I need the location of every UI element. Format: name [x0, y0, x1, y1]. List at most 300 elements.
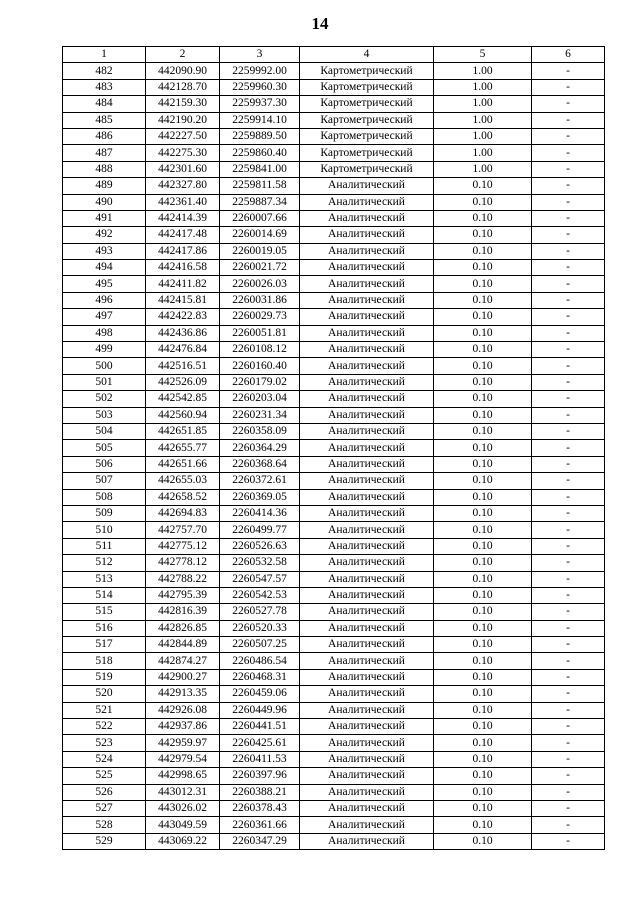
table-row	[63, 145, 605, 161]
x-coordinate-cell: 442926.08	[146, 702, 220, 718]
point-number-cell: 514	[63, 587, 146, 603]
note-cell: -	[532, 440, 605, 456]
table-row	[63, 342, 605, 358]
x-coordinate-cell: 442959.97	[146, 735, 220, 751]
point-number-cell: 482	[63, 63, 146, 79]
x-coordinate-cell: 442816.39	[146, 604, 220, 620]
note-cell: -	[532, 719, 605, 735]
note-cell: -	[532, 374, 605, 390]
x-coordinate-cell: 442788.22	[146, 571, 220, 587]
accuracy-cell: 0.10	[434, 784, 532, 800]
accuracy-cell: 0.10	[434, 686, 532, 702]
x-coordinate-cell: 442913.35	[146, 686, 220, 702]
point-number-cell: 513	[63, 571, 146, 587]
y-coordinate-cell: 2260364.29	[220, 440, 300, 456]
note-cell: -	[532, 63, 605, 79]
table-row	[63, 178, 605, 194]
point-number-cell: 511	[63, 538, 146, 554]
table-row	[63, 473, 605, 489]
accuracy-cell: 0.10	[434, 342, 532, 358]
y-coordinate-cell: 2260542.53	[220, 587, 300, 603]
method-cell: Аналитический	[300, 620, 434, 636]
table-row	[63, 391, 605, 407]
point-number-cell: 520	[63, 686, 146, 702]
y-coordinate-cell: 2260507.25	[220, 637, 300, 653]
note-cell: -	[532, 423, 605, 439]
y-coordinate-cell: 2260029.73	[220, 309, 300, 325]
table-row	[63, 653, 605, 669]
note-cell: -	[532, 800, 605, 816]
x-coordinate-cell: 442900.27	[146, 669, 220, 685]
method-cell: Аналитический	[300, 702, 434, 718]
point-number-cell: 528	[63, 817, 146, 833]
x-coordinate-cell: 442516.51	[146, 358, 220, 374]
method-cell: Аналитический	[300, 342, 434, 358]
accuracy-cell: 0.10	[434, 571, 532, 587]
table-body	[63, 63, 605, 850]
note-cell: -	[532, 751, 605, 767]
y-coordinate-cell: 2260468.31	[220, 669, 300, 685]
point-number-cell: 487	[63, 145, 146, 161]
method-cell: Аналитический	[300, 653, 434, 669]
note-cell: -	[532, 276, 605, 292]
accuracy-cell: 1.00	[434, 128, 532, 144]
y-coordinate-cell: 2260179.02	[220, 374, 300, 390]
x-coordinate-cell: 442090.90	[146, 63, 220, 79]
x-coordinate-cell: 442411.82	[146, 276, 220, 292]
column-header: 3	[220, 47, 300, 63]
y-coordinate-cell: 2260108.12	[220, 342, 300, 358]
accuracy-cell: 1.00	[434, 145, 532, 161]
accuracy-cell: 0.10	[434, 637, 532, 653]
x-coordinate-cell: 443069.22	[146, 833, 220, 849]
method-cell: Картометрический	[300, 112, 434, 128]
x-coordinate-cell: 442128.70	[146, 79, 220, 95]
method-cell: Аналитический	[300, 423, 434, 439]
method-cell: Аналитический	[300, 407, 434, 423]
column-header: 5	[434, 47, 532, 63]
accuracy-cell: 0.10	[434, 276, 532, 292]
method-cell: Аналитический	[300, 817, 434, 833]
y-coordinate-cell: 2259992.00	[220, 63, 300, 79]
note-cell: -	[532, 194, 605, 210]
x-coordinate-cell: 442414.39	[146, 210, 220, 226]
y-coordinate-cell: 2260411.53	[220, 751, 300, 767]
note-cell: -	[532, 735, 605, 751]
note-cell: -	[532, 145, 605, 161]
y-coordinate-cell: 2260203.04	[220, 391, 300, 407]
y-coordinate-cell: 2260459.06	[220, 686, 300, 702]
note-cell: -	[532, 178, 605, 194]
table-row	[63, 489, 605, 505]
x-coordinate-cell: 442417.48	[146, 227, 220, 243]
accuracy-cell: 0.10	[434, 292, 532, 308]
y-coordinate-cell: 2260372.61	[220, 473, 300, 489]
method-cell: Аналитический	[300, 587, 434, 603]
note-cell: -	[532, 391, 605, 407]
method-cell: Аналитический	[300, 751, 434, 767]
note-cell: -	[532, 210, 605, 226]
x-coordinate-cell: 442775.12	[146, 538, 220, 554]
point-number-cell: 517	[63, 637, 146, 653]
y-coordinate-cell: 2260026.03	[220, 276, 300, 292]
point-number-cell: 483	[63, 79, 146, 95]
accuracy-cell: 0.10	[434, 702, 532, 718]
point-number-cell: 495	[63, 276, 146, 292]
table-row	[63, 325, 605, 341]
table-row	[63, 702, 605, 718]
point-number-cell: 498	[63, 325, 146, 341]
y-coordinate-cell: 2260014.69	[220, 227, 300, 243]
point-number-cell: 484	[63, 96, 146, 112]
point-number-cell: 503	[63, 407, 146, 423]
y-coordinate-cell: 2260547.57	[220, 571, 300, 587]
x-coordinate-cell: 442795.39	[146, 587, 220, 603]
method-cell: Аналитический	[300, 276, 434, 292]
note-cell: -	[532, 620, 605, 636]
y-coordinate-cell: 2260532.58	[220, 555, 300, 571]
point-number-cell: 488	[63, 161, 146, 177]
note-cell: -	[532, 309, 605, 325]
y-coordinate-cell: 2259841.00	[220, 161, 300, 177]
note-cell: -	[532, 79, 605, 95]
note-cell: -	[532, 227, 605, 243]
table-row	[63, 833, 605, 849]
method-cell: Картометрический	[300, 79, 434, 95]
y-coordinate-cell: 2260486.54	[220, 653, 300, 669]
note-cell: -	[532, 505, 605, 521]
accuracy-cell: 0.10	[434, 751, 532, 767]
table-row	[63, 686, 605, 702]
point-number-cell: 515	[63, 604, 146, 620]
accuracy-cell: 0.10	[434, 669, 532, 685]
accuracy-cell: 0.10	[434, 391, 532, 407]
note-cell: -	[532, 604, 605, 620]
method-cell: Аналитический	[300, 325, 434, 341]
accuracy-cell: 0.10	[434, 243, 532, 259]
note-cell: -	[532, 571, 605, 587]
x-coordinate-cell: 442159.30	[146, 96, 220, 112]
method-cell: Аналитический	[300, 358, 434, 374]
point-number-cell: 522	[63, 719, 146, 735]
table-row	[63, 456, 605, 472]
table-row	[63, 719, 605, 735]
note-cell: -	[532, 243, 605, 259]
method-cell: Аналитический	[300, 800, 434, 816]
method-cell: Аналитический	[300, 210, 434, 226]
table-row	[63, 243, 605, 259]
table-row	[63, 571, 605, 587]
method-cell: Аналитический	[300, 735, 434, 751]
table-row	[63, 96, 605, 112]
method-cell: Аналитический	[300, 243, 434, 259]
x-coordinate-cell: 442937.86	[146, 719, 220, 735]
note-cell: -	[532, 555, 605, 571]
method-cell: Аналитический	[300, 522, 434, 538]
accuracy-cell: 0.10	[434, 210, 532, 226]
table-row	[63, 751, 605, 767]
note-cell: -	[532, 653, 605, 669]
table-row	[63, 128, 605, 144]
method-cell: Аналитический	[300, 686, 434, 702]
accuracy-cell: 0.10	[434, 260, 532, 276]
column-header: 1	[63, 47, 146, 63]
accuracy-cell: 0.10	[434, 423, 532, 439]
y-coordinate-cell: 2260019.05	[220, 243, 300, 259]
accuracy-cell: 0.10	[434, 374, 532, 390]
x-coordinate-cell: 442658.52	[146, 489, 220, 505]
note-cell: -	[532, 161, 605, 177]
method-cell: Картометрический	[300, 161, 434, 177]
column-header: 6	[532, 47, 605, 63]
point-number-cell: 519	[63, 669, 146, 685]
x-coordinate-cell: 442651.66	[146, 456, 220, 472]
method-cell: Картометрический	[300, 96, 434, 112]
column-header: 4	[300, 47, 434, 63]
y-coordinate-cell: 2259914.10	[220, 112, 300, 128]
x-coordinate-cell: 442526.09	[146, 374, 220, 390]
x-coordinate-cell: 442361.40	[146, 194, 220, 210]
table-header-row	[63, 47, 605, 63]
point-number-cell: 506	[63, 456, 146, 472]
accuracy-cell: 1.00	[434, 161, 532, 177]
accuracy-cell: 0.10	[434, 456, 532, 472]
note-cell: -	[532, 587, 605, 603]
method-cell: Аналитический	[300, 833, 434, 849]
table-row	[63, 423, 605, 439]
note-cell: -	[532, 768, 605, 784]
table-row	[63, 358, 605, 374]
x-coordinate-cell: 442476.84	[146, 342, 220, 358]
y-coordinate-cell: 2260021.72	[220, 260, 300, 276]
y-coordinate-cell: 2260160.40	[220, 358, 300, 374]
point-number-cell: 518	[63, 653, 146, 669]
table-row	[63, 784, 605, 800]
table-row	[63, 555, 605, 571]
note-cell: -	[532, 538, 605, 554]
note-cell: -	[532, 833, 605, 849]
point-number-cell: 502	[63, 391, 146, 407]
x-coordinate-cell: 442416.58	[146, 260, 220, 276]
table-row	[63, 800, 605, 816]
x-coordinate-cell: 442979.54	[146, 751, 220, 767]
point-number-cell: 500	[63, 358, 146, 374]
accuracy-cell: 0.10	[434, 768, 532, 784]
table-row	[63, 210, 605, 226]
accuracy-cell: 0.10	[434, 817, 532, 833]
method-cell: Аналитический	[300, 456, 434, 472]
y-coordinate-cell: 2260007.66	[220, 210, 300, 226]
note-cell: -	[532, 669, 605, 685]
x-coordinate-cell: 442874.27	[146, 653, 220, 669]
x-coordinate-cell: 442655.03	[146, 473, 220, 489]
accuracy-cell: 0.10	[434, 489, 532, 505]
point-number-cell: 491	[63, 210, 146, 226]
y-coordinate-cell: 2259937.30	[220, 96, 300, 112]
method-cell: Аналитический	[300, 440, 434, 456]
accuracy-cell: 0.10	[434, 227, 532, 243]
table-row	[63, 440, 605, 456]
accuracy-cell: 0.10	[434, 833, 532, 849]
point-number-cell: 490	[63, 194, 146, 210]
x-coordinate-cell: 442651.85	[146, 423, 220, 439]
method-cell: Аналитический	[300, 571, 434, 587]
point-number-cell: 516	[63, 620, 146, 636]
y-coordinate-cell: 2260441.51	[220, 719, 300, 735]
y-coordinate-cell: 2260414.36	[220, 505, 300, 521]
point-number-cell: 504	[63, 423, 146, 439]
y-coordinate-cell: 2259811.58	[220, 178, 300, 194]
table-row	[63, 538, 605, 554]
point-number-cell: 508	[63, 489, 146, 505]
method-cell: Аналитический	[300, 719, 434, 735]
table-row	[63, 505, 605, 521]
y-coordinate-cell: 2260358.09	[220, 423, 300, 439]
y-coordinate-cell: 2260031.86	[220, 292, 300, 308]
table-row	[63, 112, 605, 128]
table-row	[63, 587, 605, 603]
x-coordinate-cell: 442436.86	[146, 325, 220, 341]
method-cell: Аналитический	[300, 637, 434, 653]
y-coordinate-cell: 2260347.29	[220, 833, 300, 849]
point-number-cell: 494	[63, 260, 146, 276]
table-row	[63, 79, 605, 95]
page-number: 14	[311, 14, 329, 33]
note-cell: -	[532, 292, 605, 308]
table-row	[63, 63, 605, 79]
method-cell: Аналитический	[300, 768, 434, 784]
y-coordinate-cell: 2260361.66	[220, 817, 300, 833]
method-cell: Аналитический	[300, 604, 434, 620]
note-cell: -	[532, 489, 605, 505]
y-coordinate-cell: 2260425.61	[220, 735, 300, 751]
accuracy-cell: 1.00	[434, 96, 532, 112]
point-number-cell: 493	[63, 243, 146, 259]
table-row	[63, 817, 605, 833]
note-cell: -	[532, 260, 605, 276]
method-cell: Аналитический	[300, 538, 434, 554]
x-coordinate-cell: 442275.30	[146, 145, 220, 161]
y-coordinate-cell: 2260388.21	[220, 784, 300, 800]
accuracy-cell: 0.10	[434, 407, 532, 423]
point-number-cell: 512	[63, 555, 146, 571]
table-row	[63, 276, 605, 292]
method-cell: Аналитический	[300, 227, 434, 243]
table-row	[63, 522, 605, 538]
table-row	[63, 669, 605, 685]
y-coordinate-cell: 2260051.81	[220, 325, 300, 341]
method-cell: Аналитический	[300, 260, 434, 276]
point-number-cell: 499	[63, 342, 146, 358]
y-coordinate-cell: 2259889.50	[220, 128, 300, 144]
accuracy-cell: 0.10	[434, 587, 532, 603]
accuracy-cell: 0.10	[434, 604, 532, 620]
x-coordinate-cell: 442844.89	[146, 637, 220, 653]
table-row	[63, 374, 605, 390]
note-cell: -	[532, 817, 605, 833]
method-cell: Аналитический	[300, 555, 434, 571]
y-coordinate-cell: 2259887.34	[220, 194, 300, 210]
y-coordinate-cell: 2259960.30	[220, 79, 300, 95]
y-coordinate-cell: 2260520.33	[220, 620, 300, 636]
method-cell: Аналитический	[300, 194, 434, 210]
point-number-cell: 486	[63, 128, 146, 144]
x-coordinate-cell: 442542.85	[146, 391, 220, 407]
note-cell: -	[532, 702, 605, 718]
point-number-cell: 524	[63, 751, 146, 767]
point-number-cell: 521	[63, 702, 146, 718]
note-cell: -	[532, 358, 605, 374]
table-row	[63, 260, 605, 276]
note-cell: -	[532, 112, 605, 128]
point-number-cell: 496	[63, 292, 146, 308]
x-coordinate-cell: 442757.70	[146, 522, 220, 538]
y-coordinate-cell: 2260526.63	[220, 538, 300, 554]
point-number-cell: 523	[63, 735, 146, 751]
x-coordinate-cell: 442655.77	[146, 440, 220, 456]
y-coordinate-cell: 2260397.96	[220, 768, 300, 784]
table-row	[63, 768, 605, 784]
point-number-cell: 529	[63, 833, 146, 849]
note-cell: -	[532, 342, 605, 358]
y-coordinate-cell: 2260378.43	[220, 800, 300, 816]
accuracy-cell: 0.10	[434, 178, 532, 194]
note-cell: -	[532, 637, 605, 653]
accuracy-cell: 0.10	[434, 538, 532, 554]
table-row	[63, 407, 605, 423]
x-coordinate-cell: 442190.20	[146, 112, 220, 128]
method-cell: Аналитический	[300, 784, 434, 800]
x-coordinate-cell: 442998.65	[146, 768, 220, 784]
y-coordinate-cell: 2260231.34	[220, 407, 300, 423]
x-coordinate-cell: 443012.31	[146, 784, 220, 800]
x-coordinate-cell: 442301.60	[146, 161, 220, 177]
table-row	[63, 620, 605, 636]
x-coordinate-cell: 442422.83	[146, 309, 220, 325]
accuracy-cell: 0.10	[434, 735, 532, 751]
y-coordinate-cell: 2260449.96	[220, 702, 300, 718]
point-number-cell: 489	[63, 178, 146, 194]
note-cell: -	[532, 784, 605, 800]
coordinates-table	[62, 46, 605, 850]
method-cell: Аналитический	[300, 292, 434, 308]
accuracy-cell: 0.10	[434, 194, 532, 210]
accuracy-cell: 0.10	[434, 800, 532, 816]
accuracy-cell: 0.10	[434, 440, 532, 456]
method-cell: Аналитический	[300, 669, 434, 685]
table-row	[63, 194, 605, 210]
accuracy-cell: 0.10	[434, 719, 532, 735]
column-header: 2	[146, 47, 220, 63]
accuracy-cell: 0.10	[434, 620, 532, 636]
y-coordinate-cell: 2260369.05	[220, 489, 300, 505]
accuracy-cell: 0.10	[434, 555, 532, 571]
note-cell: -	[532, 522, 605, 538]
y-coordinate-cell: 2260499.77	[220, 522, 300, 538]
point-number-cell: 510	[63, 522, 146, 538]
point-number-cell: 501	[63, 374, 146, 390]
y-coordinate-cell: 2260527.78	[220, 604, 300, 620]
note-cell: -	[532, 128, 605, 144]
point-number-cell: 507	[63, 473, 146, 489]
note-cell: -	[532, 456, 605, 472]
point-number-cell: 527	[63, 800, 146, 816]
accuracy-cell: 0.10	[434, 309, 532, 325]
note-cell: -	[532, 407, 605, 423]
table-row	[63, 309, 605, 325]
method-cell: Картометрический	[300, 128, 434, 144]
method-cell: Картометрический	[300, 63, 434, 79]
